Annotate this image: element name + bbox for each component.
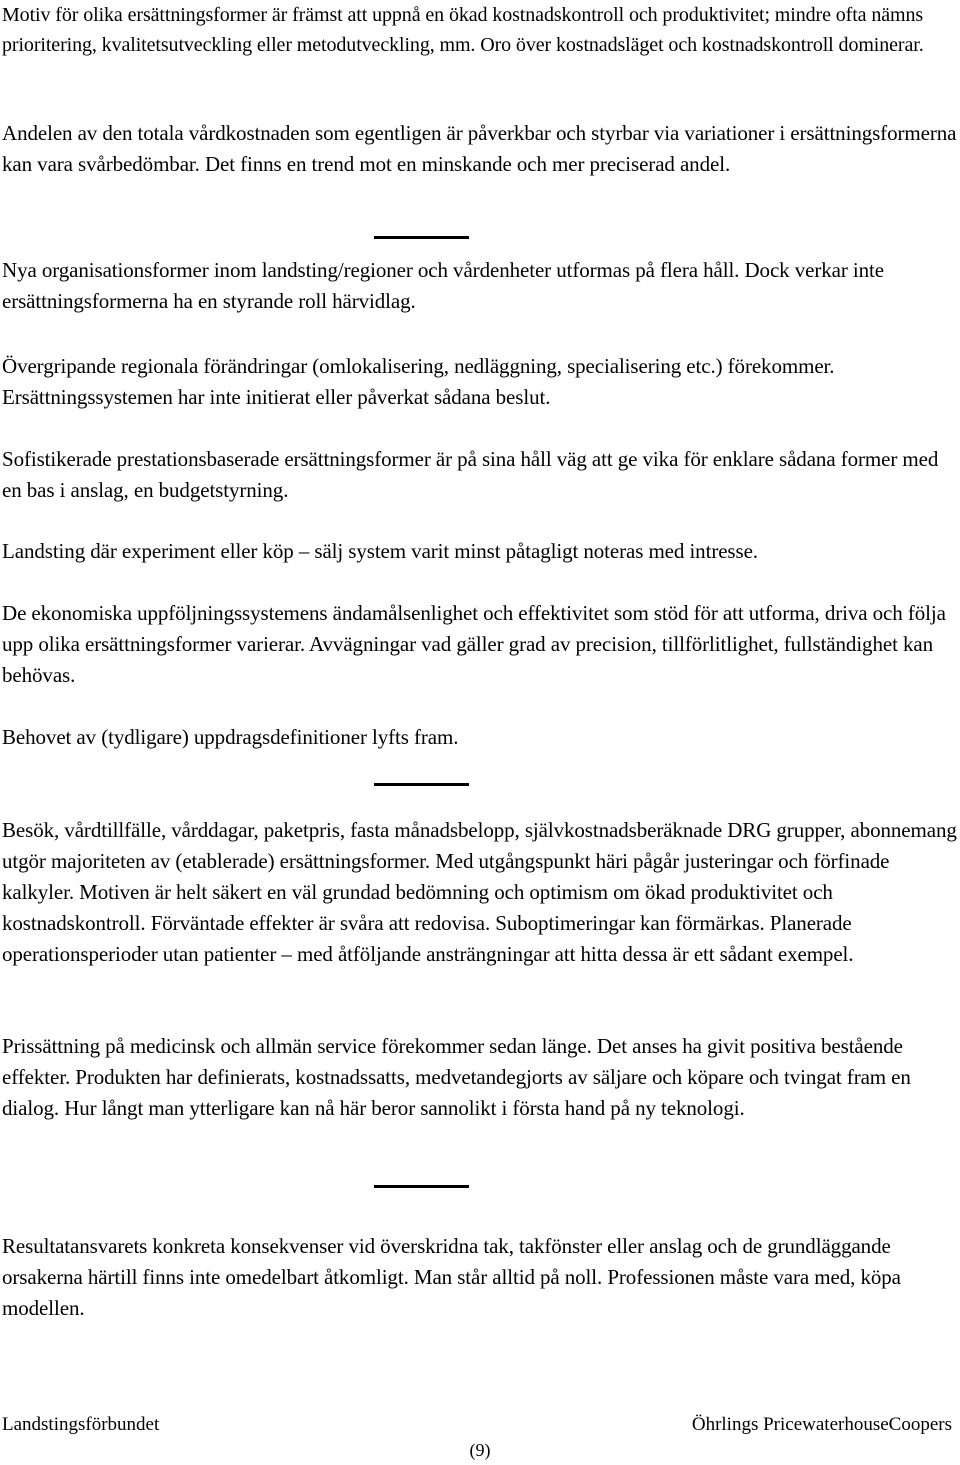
page-number: (9) [469,1440,491,1460]
footer-organisation: Landstingsförbundet [2,1414,160,1435]
paragraph-sophisticated-forms: Sofistikerade prestationsbaserade ersättningsformer är på sina håll väg att ge vika för enklare sådana former med en bas i anslag, en budgetstyrning. [2,447,939,502]
section-divider-1 [374,236,469,239]
paragraph-payment-forms: Besök, vårdtillfälle, vårddagar, paketpris, fasta månadsbelopp, självkostnadsberäknade DRG grupper, abonnemang utgör majoriteten av (etablerade) ersättningsformer. Med utgångspunkt häri pågår justeringar och förfinade kalkyler. Motiven är helt säkert en väl grundad bedömning och optimism om ökad produktivitet och kostnadskontroll. Förväntade effekter är svåra att redovisa. Suboptimeringar kan förmärkas. Planerade operationsperioder utan patienter – med åtföljande ansträngningar att hitta dessa är ett sådant exempel. [2,818,957,966]
paragraph-result-responsibility: Resultatansvarets konkreta konsekvenser vid överskridna tak, takfönster eller anslag och de grundläggande orsakerna härtill finns inte omedelbart åtkomligt. Man står alltid på noll. Professionen måste vara med, köpa modellen. [2,1234,901,1320]
paragraph-assignment-definitions: Behovet av (tydligare) uppdragsdefinitioner lyfts fram. [2,725,459,749]
paragraph-cost-share: Andelen av den totala vårdkostnaden som egentligen är påverkbar och styrbar via variationer i ersättningsformerna kan vara svårbedömbar. Det finns en trend mot en minskande och mer preciserad andel. [2,121,957,176]
section-divider-3 [374,1185,469,1188]
paragraph-motives: Motiv för olika ersättningsformer är främst att uppnå en ökad kostnadskontroll och produktivitet; mindre ofta nämns prioritering, kvalitetsutveckling eller metodutveckling, mm. Oro över kostnadsläget och kostnadskontroll dominerar. [2,4,924,56]
section-divider-2 [374,783,469,786]
paragraph-follow-up-systems: De ekonomiska uppföljningssystemens ändamålsenlighet och effektivitet som stöd för att utforma, driva och följa upp olika ersättningsformer varierar. Avvägningar vad gäller grad av precision, tillförlitlighet, fullständighet kan behövas. [2,601,946,687]
page-footer [0,1410,960,1465]
footer-company: Öhrlings PricewaterhouseCoopers [691,1414,952,1435]
paragraph-regional-changes: Övergripande regionala förändringar (omlokalisering, nedläggning, specialisering etc.) förekommer. Ersättningssystemen har inte initierat eller påverkat sådana beslut. [2,354,835,409]
paragraph-experiments: Landsting där experiment eller köp – sälj system varit minst påtagligt noteras med intresse. [2,539,758,563]
paragraph-organisation: Nya organisationsformer inom landsting/regioner och vårdenheter utformas på flera håll. Dock verkar inte ersättningsformerna ha en styrande roll härvidlag. [2,258,884,313]
paragraph-pricing: Prissättning på medicinsk och allmän service förekommer sedan länge. Det anses ha givit positiva bestående effekter. Produkten har definierats, kostnadssatts, medvetandegjorts av säljare och köpare och tvingat fram en dialog. Hur långt man ytterligare kan nå här beror sannolikt i första hand på ny teknologi. [2,1034,911,1120]
